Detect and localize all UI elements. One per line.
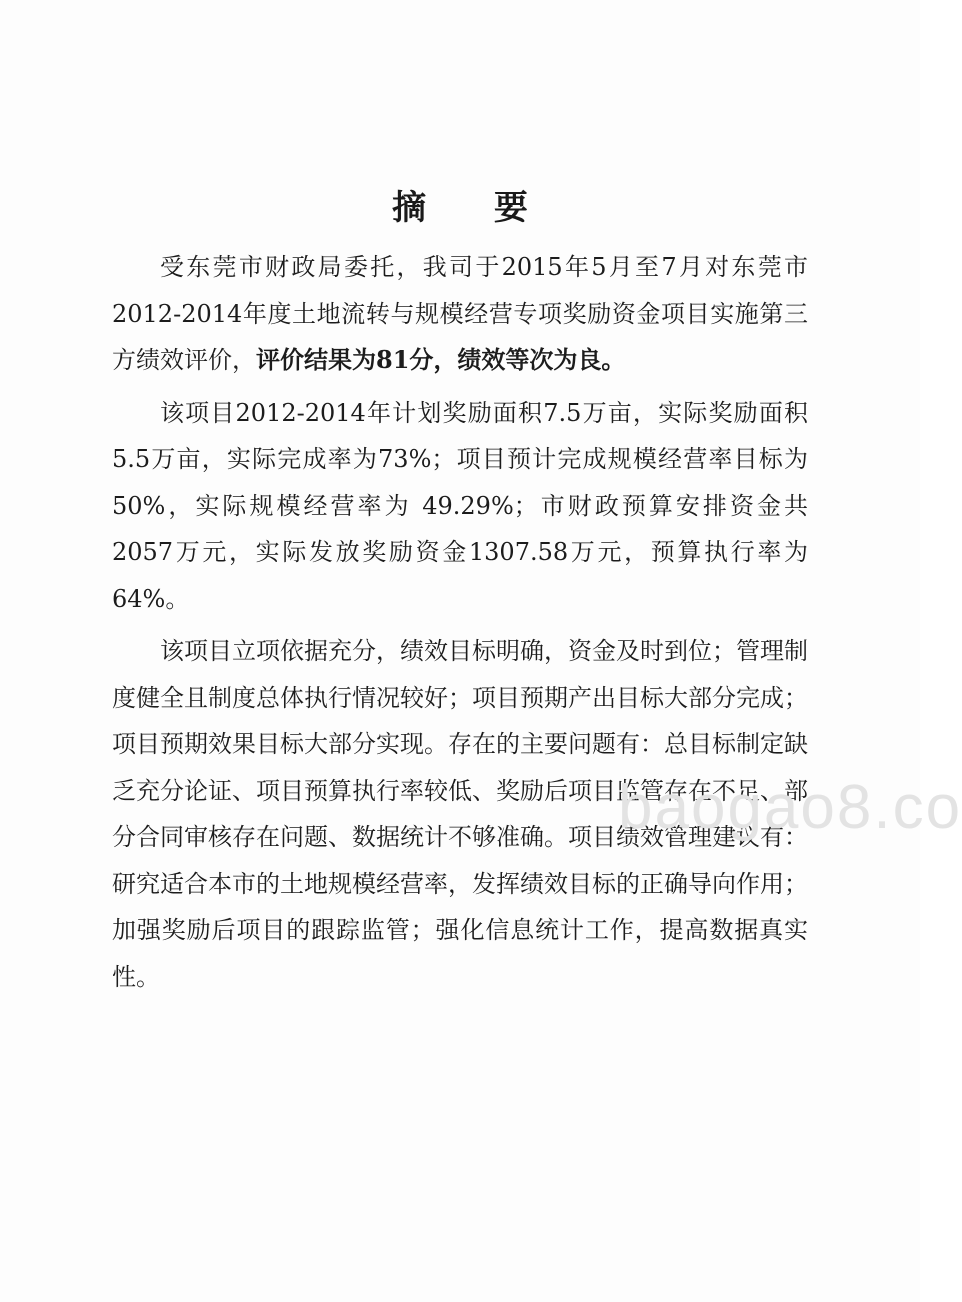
paragraph-findings: 该项目立项依据充分，绩效目标明确，资金及时到位；管理制度健全且制度总体执行情况较好；项目预期产出目标大部分完成；项目预期效果目标大部分实现。存在的主要问题有：总目标制定缺乏充分论证、项目预算执行率较低、奖励后项目监管存在不足、部分合同审核存在问题、数据统计不够准确。项目绩效管理建议有：研究适合本市的土地规模经营率，发挥绩效目标的正确导向作用；加强奖励后项目的跟踪监管；强化信息统计工作，提高数据真实性。 <box>112 637 808 991</box>
page-title: 摘 要 <box>392 188 556 228</box>
paragraph-project-figures: 该项目2012-2014年计划奖励面积7.5万亩，实际奖励面积5.5万亩，实际完成率为73%；项目预计完成规模经营率目标为50%，实际规模经营率为 49.29%；市财政预算安排资金共 2057万元，实际发放奖励资金1307.58万元，预算执行率为64%。 <box>112 398 808 613</box>
evaluation-result-text: 评价结果为81分，绩效等次为良。 <box>256 345 626 374</box>
paragraph-evaluation-text: 受东莞市财政局委托，我司于2015年5月至7月对东莞市2012-2014年度土地流转与规模经营专项奖励资金项目实施第三方绩效评价， <box>112 253 808 374</box>
paragraph-evaluation <box>112 244 808 384</box>
summary-body <box>112 244 808 1006</box>
watermark-text: baogao8.co <box>618 773 962 842</box>
